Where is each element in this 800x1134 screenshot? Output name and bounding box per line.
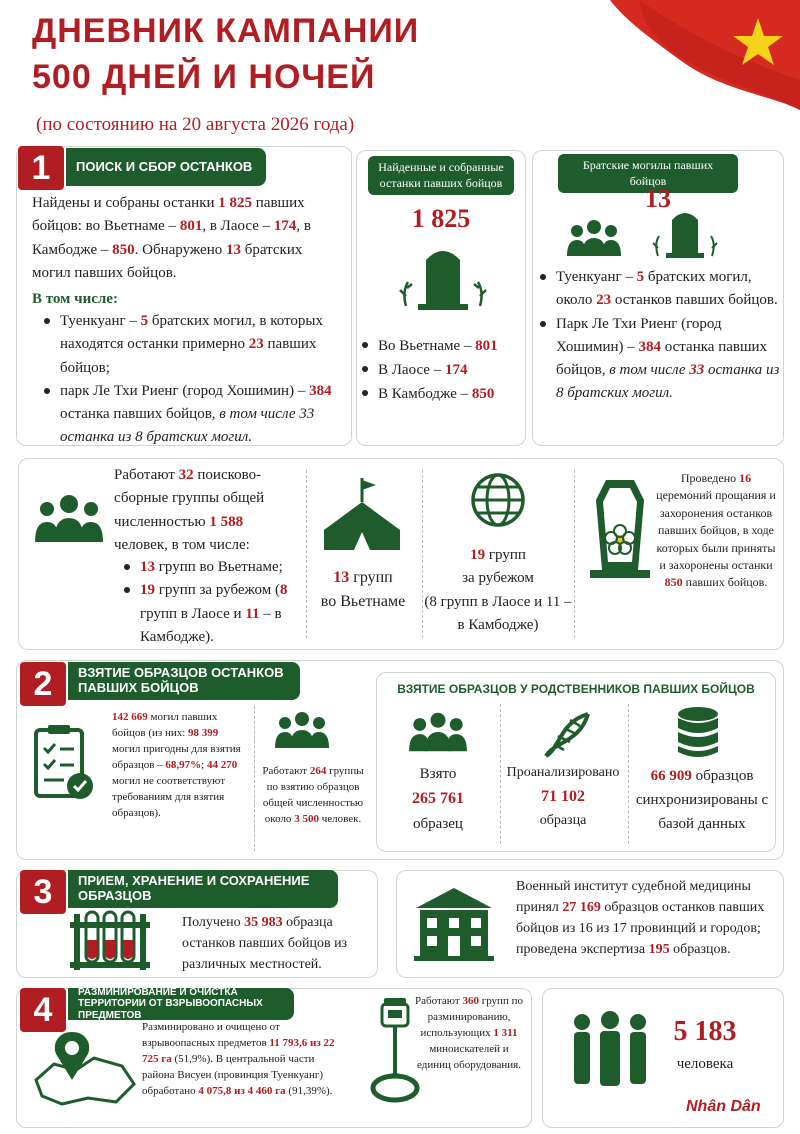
relatives-heading: ВЗЯТИЕ ОБРАЗЦОВ У РОДСТВЕННИКОВ ПАВШИХ БОЙЦОВ [397,682,755,696]
samples-analyzed: Проанализировано 71 102 образца [506,765,620,828]
ceremony-text: Проведено 16 церемоний прощания и захоронения останков павших бойцов, в ходе которых были приняты и захоронены останки 850 павших бойцов. [656,471,776,590]
abroad-groups: 19 групп за рубежом (8 групп в Лаосе и 11 – в Камбодже) [424,547,572,633]
list-item: Туенкуанг – 5 братских могил, около 23 останков павших бойцов. [540,266,780,313]
mass-graves-tag: Братские могилы павших бойцов [558,154,738,193]
section-1-heading: ПОИСК И СБОР ОСТАНКОВ [66,148,266,186]
section-3-institute-text: Военный институт судебной медицины принял 27 169 образцов останков павших бойцов из 16 из 17 провинций и городов; проведена экспертиза 195 образцов. [516,879,765,957]
dna-icon [540,708,594,767]
section-1-number: 1 [18,146,64,190]
list-item: парк Ле Тхи Риенг (город Хошимин) – 384 останка павших бойцов, в том числе 33 останка из 8 братских могил. [44,380,344,450]
tent-icon [320,476,404,561]
found-remains-list [362,334,522,406]
section-3-received-text: Получено 35 983 образца останков павших бойцов из различных местностей. [182,915,348,972]
people-icon [566,218,622,263]
search-teams-text: Работают 32 поисково-сборные группы общей численностью 1 588 человек, в том числе: [114,467,265,553]
vietnam-groups: 13 групп во Вьетнаме [320,569,406,610]
divider [574,470,575,638]
mass-graves-total: 13 [645,184,671,213]
section-4-heading: РАЗМИНИРОВАНИЕ И ОЧИСТКА ТЕРРИТОРИИ ОТ ВЗРЫВООПАСНЫХ ПРЕДМЕТОВ [68,988,294,1020]
section-2-heading: ВЗЯТИЕ ОБРАЗЦОВ ОСТАНКОВ ПАВШИХ БОЙЦОВ [68,662,300,700]
samples-taken: Взято 265 761 образец [412,766,464,832]
section-4-groups-text: Работают 360 групп по разминированию, использующих 1 311 миноискателей и единиц оборудования. [415,995,523,1071]
list-item: Парк Ле Тхи Риенг (город Хошимин) – 384 останка павших бойцов, в том числе 33 останка из 8 братских могил. [540,313,780,406]
list-item: Во Вьетнаме – 801 [362,334,522,358]
section-2-graves-text: 142 669 могил павших бойцов (из них: 98 399 могил пригодны для взятия образцов – 68,97%; 44 270 могил не соответствуют требованиям для взятия образцов). [112,711,241,819]
section-2-number: 2 [20,662,66,706]
deminers-total: 5 183 человека [673,1016,737,1072]
list-item: Туенкуанг – 5 братских могил, в которых находятся останки примерно 23 павших бойцов; [44,310,344,380]
section-4-number: 4 [20,988,66,1032]
gravestone-icon [398,240,488,317]
checklist-icon [32,722,96,807]
list-item: В Лаосе – 174 [362,358,522,382]
list-item: 13 групп во Вьетнаме; [124,556,304,579]
divider [628,704,629,844]
section-3-number: 3 [20,870,66,914]
building-icon [412,886,496,967]
people-icon [566,1008,654,1091]
divider [422,470,423,638]
database-icon [674,706,722,765]
nhan-dan-logo: Nhân Dân [686,1098,761,1115]
people-icon [408,710,468,759]
section-2-groups-text: Работают 264 группы по взятию образцов общей численностью около 3 500 человек. [262,765,364,825]
list-item: В Камбодже – 850 [362,382,522,406]
people-icon [274,710,330,755]
page-title-2: 500 ДНЕЙ И НОЧЕЙ [32,58,376,96]
list-item: 19 групп за рубежом (8 групп в Лаосе и 11 – в Камбодже). [124,579,304,649]
samples-synced: 66 909 образцов синхронизированы с базой данных [635,768,769,832]
gravestone-icon [650,206,720,265]
coffin-icon [588,478,652,589]
test-tubes-icon [68,910,152,979]
page-subtitle: (по состоянию на 20 августа 2026 года) [36,114,355,135]
section-1-list [44,310,344,450]
mass-graves-list [540,266,780,406]
divider [254,706,255,852]
page-title: ДНЕВНИК КАМПАНИИ [32,12,420,50]
search-teams-list [124,556,304,649]
section-4-demining-text: Разминировано и очищено от взрывоопасных предметов 11 793,6 из 22 725 га (51,9%). В центральной части района Висуен (провинция Туенкуанг) обработано 4 075,8 из 4 460 га (91,39%). [142,1021,335,1097]
section-3-heading: ПРИЕМ, ХРАНЕНИЕ И СОХРАНЕНИЕ ОБРАЗЦОВ [68,870,338,908]
globe-icon [470,472,526,533]
including-label: В том числе: [32,291,118,307]
flag [600,0,800,120]
map-pin-icon [32,1028,138,1113]
section-1-intro: Найдены и собраны останки 1 825 павших бойцов: во Вьетнаме – 801, в Лаосе – 174, в Камбодже – 850. Обнаружено 13 братских могил павших бойцов. [32,195,311,281]
found-remains-tag: Найденные и собранные останки павших бойцов [368,156,514,195]
people-icon [34,494,104,549]
found-remains-total: 1 825 [411,204,471,233]
